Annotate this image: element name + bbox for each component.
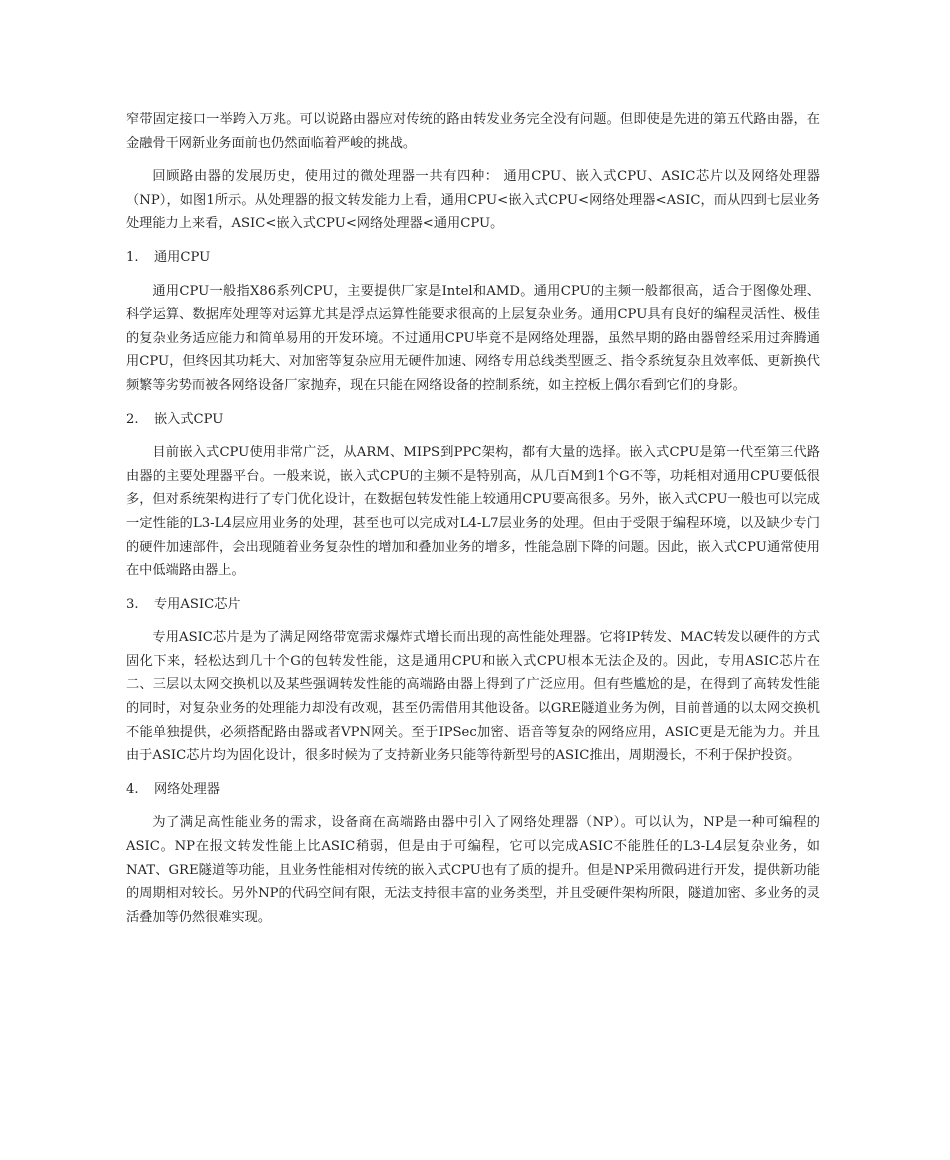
intro-paragraph-continued: 窄带固定接口一举跨入万兆。可以说路由器应对传统的路由转发业务完全没有问题。但即使是先进的第五代路由器，在金融骨干网新业务面前也仍然面临着严峻的挑战。 <box>126 112 820 151</box>
section-heading-embedded-cpu <box>126 408 820 432</box>
section-number: 2. <box>126 411 139 427</box>
section-body-embedded-cpu: 目前嵌入式CPU使用非常广泛，从ARM、MIPS到PPC架构，都有大量的选择。嵌入式CPU是第一代至第三代路由器的主要处理器平台。一般来说，嵌入式CPU的主频不是特别高，从几百M到1个G不等，功耗相对通用CPU要低很多，但对系统架构进行了专门优化设计，在数据包转发性能上较通用CPU要高很多。另外，嵌入式CPU一般也可以完成一定性能的L3-L4层应用业务的处理，甚至也可以完成对L4-L7层业务的处理。但由于受限于编程环境，以及缺少专门的硬件加速部件，会出现随着业务复杂性的增加和叠加业务的增多，性能急剧下降的问题。因此，嵌入式CPU通常使用在中低端路由器上。 <box>126 445 820 579</box>
section-body-general-cpu: 通用CPU一般指X86系列CPU，主要提供厂家是Intel和AMD。通用CPU的主频一般都很高，适合于图像处理、科学运算、数据库处理等对运算尤其是浮点运算性能要求很高的上层复杂业务。通用CPU具有良好的编程灵活性、极佳的复杂业务适应能力和简单易用的开发环境。不过通用CPU毕竟不是网络处理器，虽然早期的路由器曾经采用过奔腾通用CPU，但终因其功耗大、对加密等复杂应用无硬件加速、网络专用总线类型匮乏、指令系统复杂且效率低、更新换代频繁等劣势而被各网络设备厂家抛弃，现在只能在网络设备的控制系统，如主控板上偶尔看到它们的身影。 <box>126 283 820 393</box>
section-heading-network-processor <box>126 778 820 802</box>
section-title: 网络处理器 <box>154 781 220 797</box>
section-body-network-processor: 为了满足高性能业务的需求，设备商在高端路由器中引入了网络处理器（NP）。可以认为，NP是一种可编程的ASIC。NP在报文转发性能上比ASIC稍弱，但是由于可编程，它可以完成ASIC不能胜任的L3-L4层复杂业务，如NAT、GRE隧道等功能，且业务性能相对传统的嵌入式CPU也有了质的提升。但是NP采用微码进行开发，提供新功能的周期相对较长。另外NP的代码空间有限，无法支持很丰富的业务类型，并且受硬件架构所限，隧道加密、多业务的灵活叠加等仍然很难实现。 <box>126 815 820 925</box>
section-title: 嵌入式CPU <box>154 411 224 427</box>
section-title: 专用ASIC芯片 <box>154 596 241 612</box>
section-heading-asic <box>126 593 820 617</box>
section-body-asic: 专用ASIC芯片是为了满足网络带宽需求爆炸式增长而出现的高性能处理器。它将IP转发、MAC转发以硬件的方式固化下来，轻松达到几十个G的包转发性能，这是通用CPU和嵌入式CPU根本无法企及的。因此，专用ASIC芯片在二、三层以太网交换机以及某些强调转发性能的高端路由器上得到了广泛应用。但有些尴尬的是，在得到了高转发性能的同时，对复杂业务的处理能力却没有改观，甚至仍需借用其他设备。以GRE隧道业务为例，目前普通的以太网交换机不能单独提供，必须搭配路由器或者VPN网关。至于IPSec加密、语音等复杂的网络应用，ASIC更是无能为力。并且由于ASIC芯片均为固化设计，很多时候为了支持新业务只能等待新型号的ASIC推出，周期漫长，不利于保护投资。 <box>126 630 820 764</box>
section-number: 1. <box>126 249 139 265</box>
intro-paragraph-processors: 回顾路由器的发展历史，使用过的微处理器一共有四种： 通用CPU、嵌入式CPU、ASIC芯片以及网络处理器（NP），如图1所示。从处理器的报文转发能力上看，通用CPU<嵌入式CPU<网络处理器<ASIC，而从四到七层业务处理能力上来看，ASIC<嵌入式CPU<网络处理器<通用CPU。 <box>126 169 820 232</box>
section-title: 通用CPU <box>154 249 211 265</box>
section-heading-general-cpu <box>126 246 820 270</box>
document-body <box>126 108 820 939</box>
section-number: 3. <box>126 596 139 612</box>
section-number: 4. <box>126 781 139 797</box>
